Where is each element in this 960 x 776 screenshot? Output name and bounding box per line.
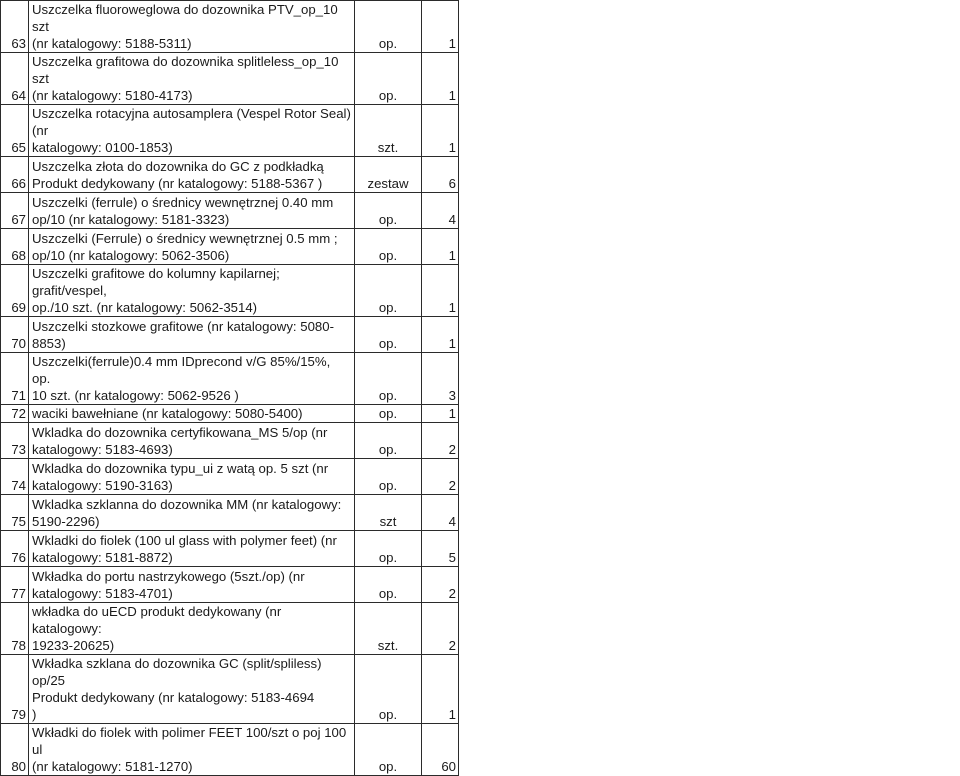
row-quantity: 1 bbox=[422, 317, 459, 353]
row-description: Uszczelki (Ferrule) o średnicy wewnętrznej 0.5 mm ; op/10 (nr katalogowy: 5062-3506) bbox=[29, 229, 355, 265]
row-unit: op. bbox=[355, 353, 422, 405]
table-row bbox=[1, 353, 459, 405]
table-row bbox=[1, 495, 459, 531]
row-description: Uszczelki(ferrule)0.4 mm IDprecond v/G 85%/15%, op. 10 szt. (nr katalogowy: 5062-9526 ) bbox=[29, 353, 355, 405]
row-description: Wkładki do fiolek with polimer FEET 100/szt o poj 100 ul (nr katalogowy: 5181-1270) bbox=[29, 724, 355, 776]
row-unit: op. bbox=[355, 193, 422, 229]
row-description: Wkladka do dozownika certyfikowana_MS 5/op (nr katalogowy: 5183-4693) bbox=[29, 423, 355, 459]
row-unit: szt bbox=[355, 495, 422, 531]
table-row bbox=[1, 423, 459, 459]
row-quantity: 60 bbox=[422, 724, 459, 776]
row-description: waciki bawełniane (nr katalogowy: 5080-5400) bbox=[29, 405, 355, 423]
row-unit: szt. bbox=[355, 603, 422, 655]
row-quantity: 3 bbox=[422, 353, 459, 405]
row-number: 70 bbox=[1, 317, 29, 353]
row-unit: zestaw bbox=[355, 157, 422, 193]
table-row bbox=[1, 603, 459, 655]
row-quantity: 1 bbox=[422, 265, 459, 317]
row-quantity: 2 bbox=[422, 459, 459, 495]
row-unit: op. bbox=[355, 531, 422, 567]
row-number: 74 bbox=[1, 459, 29, 495]
row-unit: op. bbox=[355, 567, 422, 603]
row-number: 63 bbox=[1, 1, 29, 53]
row-description: wkładka do uECD produkt dedykowany (nr katalogowy: 19233-20625) bbox=[29, 603, 355, 655]
table-row bbox=[1, 229, 459, 265]
row-unit: op. bbox=[355, 459, 422, 495]
row-unit: op. bbox=[355, 265, 422, 317]
table-row bbox=[1, 1, 459, 53]
row-unit: op. bbox=[355, 405, 422, 423]
row-unit: op. bbox=[355, 317, 422, 353]
table-row bbox=[1, 459, 459, 495]
row-unit: op. bbox=[355, 724, 422, 776]
row-number: 73 bbox=[1, 423, 29, 459]
row-number: 77 bbox=[1, 567, 29, 603]
row-number: 65 bbox=[1, 105, 29, 157]
row-description: Uszczelki stozkowe grafitowe (nr katalogowy: 5080- 8853) bbox=[29, 317, 355, 353]
row-quantity: 6 bbox=[422, 157, 459, 193]
row-number: 80 bbox=[1, 724, 29, 776]
row-quantity: 2 bbox=[422, 567, 459, 603]
row-description: Wkładka szklana do dozownika GC (split/spliless) op/25 Produkt dedykowany (nr katalogowy: 5183-4694 ) bbox=[29, 655, 355, 724]
row-quantity: 1 bbox=[422, 229, 459, 265]
table-row bbox=[1, 531, 459, 567]
row-unit: op. bbox=[355, 229, 422, 265]
table-row bbox=[1, 193, 459, 229]
row-description: Wkladka do dozownika typu_ui z watą op. 5 szt (nr katalogowy: 5190-3163) bbox=[29, 459, 355, 495]
row-unit: szt. bbox=[355, 105, 422, 157]
row-quantity: 5 bbox=[422, 531, 459, 567]
table-row bbox=[1, 655, 459, 724]
items-table bbox=[0, 0, 459, 776]
row-number: 79 bbox=[1, 655, 29, 724]
row-description: Wkladka szklanna do dozownika MM (nr katalogowy: 5190-2296) bbox=[29, 495, 355, 531]
table-row bbox=[1, 317, 459, 353]
row-number: 75 bbox=[1, 495, 29, 531]
row-quantity: 1 bbox=[422, 405, 459, 423]
row-description: Wkładka do portu nastrzykowego (5szt./op) (nr katalogowy: 5183-4701) bbox=[29, 567, 355, 603]
row-quantity: 2 bbox=[422, 603, 459, 655]
row-description: Uszczelki (ferrule) o średnicy wewnętrznej 0.40 mm op/10 (nr katalogowy: 5181-3323) bbox=[29, 193, 355, 229]
items-table-body bbox=[1, 1, 459, 776]
row-description: Wkladki do fiolek (100 ul glass with polymer feet) (nr katalogowy: 5181-8872) bbox=[29, 531, 355, 567]
table-row bbox=[1, 405, 459, 423]
row-quantity: 4 bbox=[422, 193, 459, 229]
row-unit: op. bbox=[355, 655, 422, 724]
row-number: 69 bbox=[1, 265, 29, 317]
row-number: 67 bbox=[1, 193, 29, 229]
row-description: Uszczelka fluoroweglowa do dozownika PTV_op_10 szt (nr katalogowy: 5188-5311) bbox=[29, 1, 355, 53]
row-quantity: 1 bbox=[422, 1, 459, 53]
row-number: 66 bbox=[1, 157, 29, 193]
row-quantity: 1 bbox=[422, 655, 459, 724]
row-unit: op. bbox=[355, 1, 422, 53]
row-quantity: 2 bbox=[422, 423, 459, 459]
table-row bbox=[1, 724, 459, 776]
row-description: Uszczelka rotacyjna autosamplera (Vespel Rotor Seal) (nr katalogowy: 0100-1853) bbox=[29, 105, 355, 157]
row-number: 71 bbox=[1, 353, 29, 405]
row-quantity: 1 bbox=[422, 53, 459, 105]
row-number: 78 bbox=[1, 603, 29, 655]
table-row bbox=[1, 53, 459, 105]
row-number: 68 bbox=[1, 229, 29, 265]
row-number: 76 bbox=[1, 531, 29, 567]
row-unit: op. bbox=[355, 423, 422, 459]
row-description: Uszczelka złota do dozownika do GC z podkładką Produkt dedykowany (nr katalogowy: 5188-5367 ) bbox=[29, 157, 355, 193]
row-quantity: 4 bbox=[422, 495, 459, 531]
row-number: 72 bbox=[1, 405, 29, 423]
table-row bbox=[1, 265, 459, 317]
row-unit: op. bbox=[355, 53, 422, 105]
row-number: 64 bbox=[1, 53, 29, 105]
table-row bbox=[1, 157, 459, 193]
table-row bbox=[1, 105, 459, 157]
row-quantity: 1 bbox=[422, 105, 459, 157]
table-row bbox=[1, 567, 459, 603]
row-description: Uszczelki grafitowe do kolumny kapilarnej; grafit/vespel, op./10 szt. (nr katalogowy: 5062-3514) bbox=[29, 265, 355, 317]
row-description: Uszczelka grafitowa do dozownika splitleless_op_10 szt (nr katalogowy: 5180-4173) bbox=[29, 53, 355, 105]
